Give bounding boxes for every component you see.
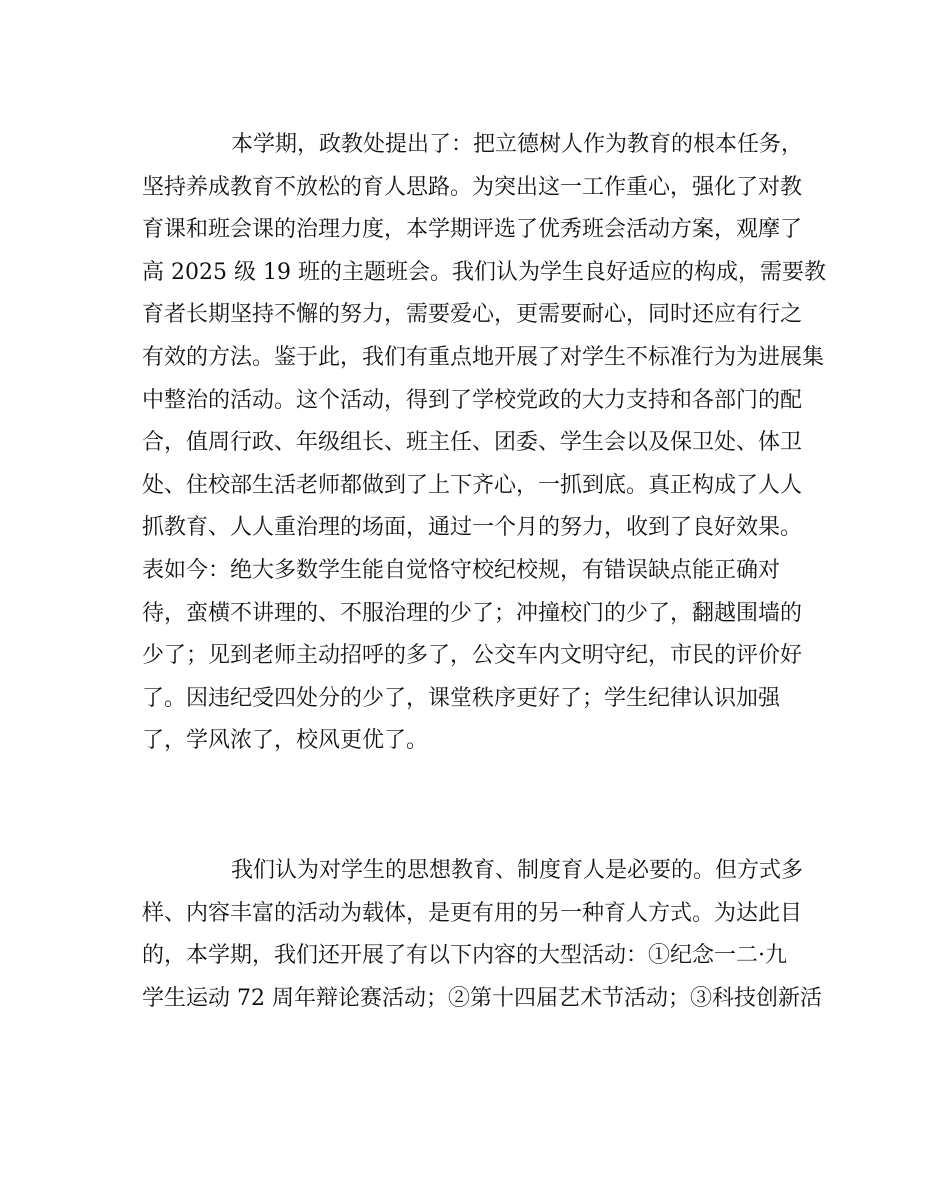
paragraph-line: 了。因违纪受四处分的少了，课堂秩序更好了；学生纪律认识加强 xyxy=(142,685,781,711)
paragraph-2 xyxy=(142,850,822,1020)
paragraph-line: 坚持养成教育不放松的育人思路。为突出这一工作重心，强化了对教 xyxy=(142,174,803,200)
paragraph-line: 表如今：绝大多数学生能自觉恪守校纪校规，有错误缺点能正确对 xyxy=(142,557,781,583)
paragraph-line: 育课和班会课的治理力度，本学期评选了优秀班会活动方案，观摩了 xyxy=(142,217,803,243)
paragraph-1 xyxy=(142,124,826,763)
paragraph-line: 处、住校部生活老师都做到了上下齐心，一抓到底。真正构成了人人 xyxy=(142,472,803,498)
paragraph-line: 少了；见到老师主动招呼的多了，公交车内文明守纪，市民的评价好 xyxy=(142,643,803,669)
paragraph-line: 育者长期坚持不懈的努力，需要爱心，更需要耐心，同时还应有行之 xyxy=(142,302,803,328)
paragraph-line: 抓教育、人人重治理的场面，通过一个月的努力，收到了良好效果。 xyxy=(142,515,803,541)
paragraph-line: 待，蛮横不讲理的、不服治理的少了；冲撞校门的少了，翻越围墙的 xyxy=(142,600,803,626)
paragraph-line: 我们认为对学生的思想教育、制度育人是必要的。但方式多 xyxy=(231,858,804,883)
paragraph-line: 高 2025 级 19 班的主题班会。我们认为学生良好适应的构成，需要教 xyxy=(142,259,826,285)
paragraph-line: 学生运动 72 周年辩论赛活动；②第十四届艺术节活动；③科技创新活 xyxy=(142,985,822,1011)
paragraph-line: 本学期，政教处提出了：把立德树人作为教育的根本任务， xyxy=(231,132,804,157)
paragraph-line: 了，学风浓了，校风更优了。 xyxy=(142,728,429,754)
paragraph-line: 有效的方法。鉴于此，我们有重点地开展了对学生不标准行为为进展集 xyxy=(142,344,825,370)
paragraph-line: 中整治的活动。这个活动，得到了学校党政的大力支持和各部门的配 xyxy=(142,387,803,413)
paragraph-line: 合，值周行政、年级组长、班主任、团委、学生会以及保卫处、体卫 xyxy=(142,430,803,456)
paragraph-line: 的，本学期，我们还开展了有以下内容的大型活动：①纪念一二·九 xyxy=(142,943,787,969)
paragraph-line: 样、内容丰富的活动为载体，是更有用的另一种育人方式。为达此目 xyxy=(142,900,803,926)
